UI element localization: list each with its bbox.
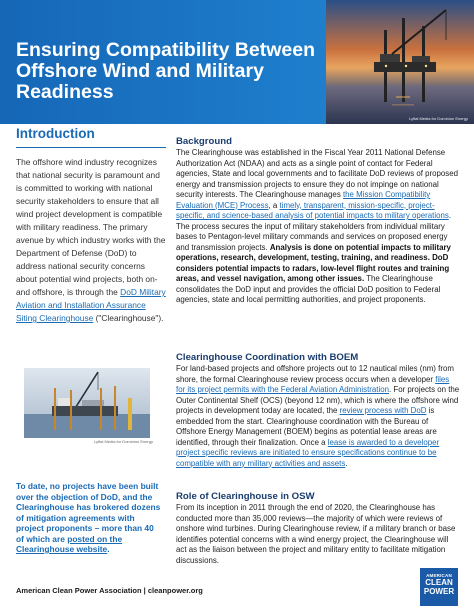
page-title-line3: Readiness — [16, 81, 114, 103]
background-bold-text: Analysis is done on potential impacts to military operations, research, development, testing, training, and readiness. DoD considers potential impacts to radars, low-level flight routes and training areas, and vessel navigation, among other issues. — [176, 242, 451, 283]
clearinghouse-website-link[interactable]: posted on the Clearinghouse website — [16, 533, 123, 554]
intro-heading: Introduction — [16, 126, 95, 141]
background-section — [176, 136, 460, 306]
acp-logo — [420, 568, 458, 606]
boem-section — [176, 352, 460, 469]
osw-paragraph: From its inception in 2011 through the end of 2020, the Clearinghouse has conducted more than 35,000 reviews—the majority of which were reviews of onshore wind turbines. During Clearinghouse review, if a military branch or base identifies potential concerns with a wind energy project, the Clearinghouse will act as the liaison between the project and military entity to facilitate mitigation discussions. — [176, 503, 456, 565]
header-banner — [0, 0, 474, 124]
intro-column — [16, 126, 166, 325]
intro-text-after-link: ("Clearinghouse"). — [93, 313, 164, 323]
boem-text-3: is embedded from the start. Clearinghouse coordination with the Bureau of Offshore Energy Management (BOEM) begins as potential lease areas are identified, through their finalization. Once a — [176, 406, 437, 447]
page-title-line1: Ensuring Compatibility Between — [16, 39, 316, 61]
boem-text-2: . For projects on the Outer Continental Shelf (OCS) (beyond 12 nm), which is where the offshore wind projects in development today are located, the — [176, 385, 460, 415]
osw-heading: Role of Clearinghouse in OSW — [176, 491, 315, 502]
background-text-4: The Clearinghouse consolidates the DoD input and provides the official DoD position to Federal agencies, state and local permitting authorities, and project proponents. — [176, 274, 441, 304]
page-title-line2: Offshore Wind and Military — [16, 60, 264, 82]
logo-line3: POWER — [423, 587, 455, 596]
background-heading: Background — [176, 136, 232, 147]
boem-text-4: . — [345, 458, 348, 468]
clearinghouse-link[interactable]: DoD Military Aviation and Installation Assurance Siting Clearinghouse — [16, 287, 166, 323]
boem-heading: Clearinghouse Coordination with BOEM — [176, 352, 359, 363]
boem-paragraph — [176, 364, 460, 469]
background-text-1: The Clearinghouse was established in the Fiscal Year 2011 National Defense Authorization Act (NDAA) and acts as a single point of contact for Federal agencies, State and local governments and to facilitate DoD reviews of proposed energy and transmission projects to ensure they do not impinge on national security interests. The Clearinghouse manages — [176, 148, 459, 199]
logo-line2: CLEAN — [425, 578, 453, 587]
faa-permits-link[interactable]: files for its project permits with the Federal Aviation Administration — [176, 374, 450, 394]
intro-paragraph — [16, 156, 166, 325]
page-title — [16, 40, 346, 103]
lease-review-link[interactable]: lease is awarded to a developer project specific reviews are initiated to ensure specifications continue to be compatible with any military activities and assets — [176, 437, 440, 468]
background-text-2: , a — [268, 200, 280, 210]
logo-line1: AMERICAN — [426, 573, 452, 578]
intro-text-before-link: The offshore wind industry recognizes that national security is paramount and is committed to working with national security stakeholders to ensure that all wind project development is compatible with military readiness. The primary avenue by which industry works with the Department of Defense (DoD) to address national security concerns about potential wind projects, both on- and offshore, is through the — [16, 157, 166, 297]
installation-vessel-photo — [24, 368, 150, 438]
offshore-rig-photo — [326, 0, 474, 124]
analysis-link[interactable]: timely, transparent, mission-specific, project-specific, and science-based analysis of potential impacts to military operations — [176, 200, 449, 220]
callout-text-before-link: To date, no projects have been built over the objection of DoD, and the Clearinghouse has brokered dozens of mitigation agreements with project proponents – more than 40 of which are — [16, 481, 161, 544]
intro-divider — [16, 147, 166, 148]
background-text-3: . The process secures the input of military stakeholders from individual military bases to Pentagon-level military commands and services on proposed energy and transmission projects. — [176, 211, 452, 252]
callout-text — [16, 481, 161, 555]
callout-text-after-link: . — [107, 544, 110, 554]
boem-text-1: For land-based projects and offshore projects out to 12 nautical miles (nm) from shore, the formal Clearinghouse review process occurs when a developer — [176, 364, 454, 384]
footer-credit: American Clean Power Association | cleanpower.org — [16, 586, 203, 595]
hero-photo-credit: Lyftal Media for Dominion Energy — [409, 116, 468, 121]
mce-process-link[interactable]: the Mission Compatibility Evaluation (MCE) Process — [176, 190, 431, 210]
background-paragraph — [176, 148, 460, 306]
osw-section — [176, 491, 460, 566]
review-process-link[interactable]: review process with DoD — [339, 406, 427, 415]
vessel-photo-credit: Lyftal Media for Dominion Energy — [94, 439, 153, 444]
